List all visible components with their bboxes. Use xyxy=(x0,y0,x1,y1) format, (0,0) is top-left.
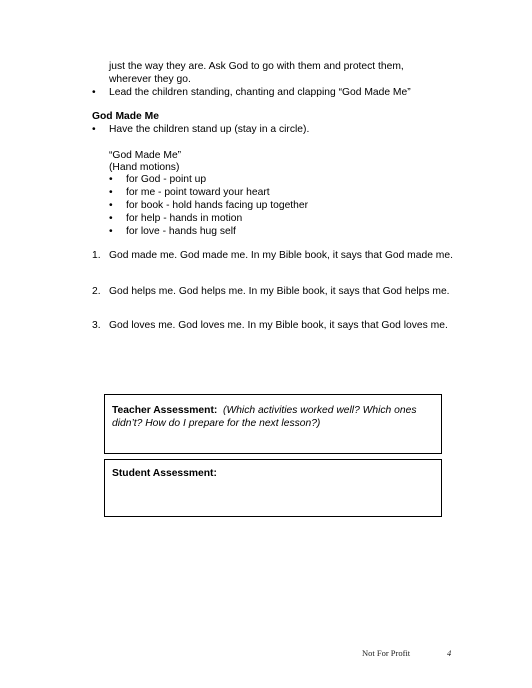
verse-item xyxy=(92,286,462,299)
verse-text: God helps me. God helps me. In my Bible book, it says that God helps me. xyxy=(109,286,450,297)
motion-item: • for help - hands in motion xyxy=(109,213,243,224)
bullet-lead xyxy=(92,87,452,100)
motion-item: • for book - hold hands facing up together xyxy=(109,200,309,211)
verse-number: 2. xyxy=(92,286,101,297)
teacher-assessment-note: (Which activities worked well? Which ones didn’t? How do I prepare for the next lesson?) xyxy=(112,405,417,429)
bullet-icon: • xyxy=(92,87,96,98)
teacher-assessment-box[interactable] xyxy=(104,394,442,454)
motion-item: • for God - point up xyxy=(109,174,207,185)
verse-number: 3. xyxy=(92,320,101,331)
bullet-lead-text: Lead the children standing, chanting and clapping “God Made Me” xyxy=(109,87,411,98)
verse-text: God loves me. God loves me. In my Bible book, it says that God loves me. xyxy=(109,320,448,331)
bullet-icon: • xyxy=(109,200,113,211)
verse-text: God made me. God made me. In my Bible book, it says that God made me. xyxy=(109,250,453,261)
bullet-icon: • xyxy=(109,226,113,237)
section-heading: God Made Me xyxy=(92,111,159,122)
song-subtitle: (Hand motions) xyxy=(109,162,180,173)
bullet-icon: • xyxy=(109,213,113,224)
bullet-stand-text: Have the children stand up (stay in a circle). xyxy=(109,124,310,135)
page-number: 4 xyxy=(447,648,452,658)
song-title: “God Made Me” xyxy=(109,150,182,161)
verse-item xyxy=(92,250,462,263)
student-assessment-label: Student Assessment: xyxy=(112,468,217,479)
bullet-icon: • xyxy=(109,187,113,198)
motion-item: • for me - point toward your heart xyxy=(109,187,270,198)
teacher-assessment-label: Teacher Assessment: xyxy=(112,405,218,416)
student-assessment-box[interactable] xyxy=(104,459,442,517)
motion-item: • for love - hands hug self xyxy=(109,226,236,237)
bullet-icon: • xyxy=(109,174,113,185)
verse-number: 1. xyxy=(92,250,101,261)
verse-item xyxy=(92,320,462,333)
footer-text: Not For Profit xyxy=(362,648,411,658)
continuation-text: just the way they are. Ask God to go with them and protect them, wherever they go. xyxy=(109,61,404,85)
bullet-stand xyxy=(92,124,452,137)
bullet-icon: • xyxy=(92,124,96,135)
